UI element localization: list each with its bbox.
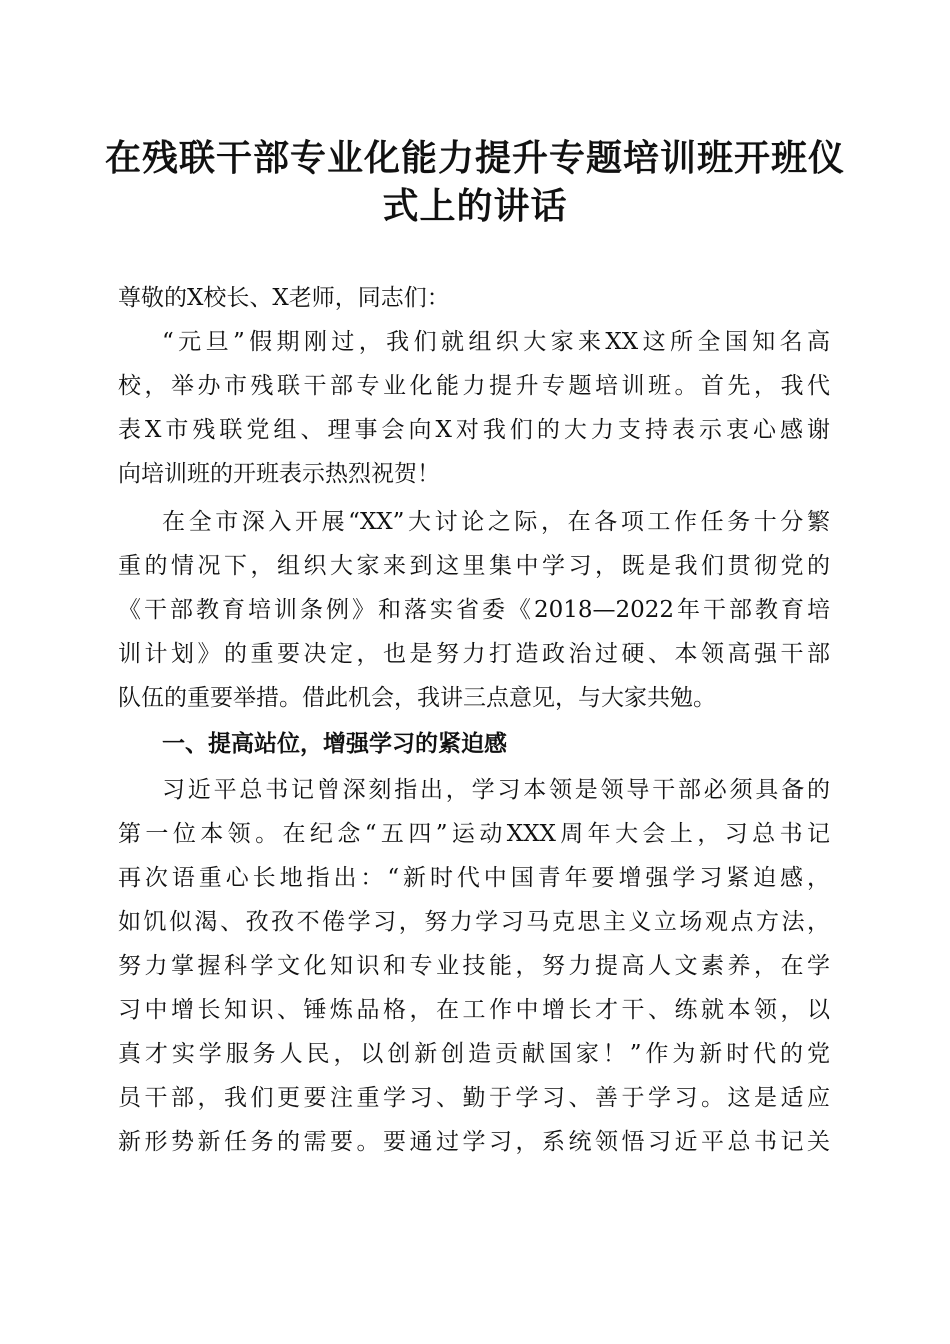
paragraph-3-line-4: 如饥似渴、孜孜不倦学习，努力学习马克思主义立场观点方法， [118, 909, 830, 935]
paragraph-2-line-4: 训计划》的重要决定，也是努力打造政治过硬、本领高强干部 [118, 641, 830, 667]
paragraph-2-line-1: 在全市深入开展“XX”大讨论之际，在各项工作任务十分繁 [162, 509, 830, 535]
paragraph-3-line-1: 习近平总书记曾深刻指出，学习本领是领导干部必须具备的 [162, 777, 830, 803]
paragraph-3-line-3: 再次语重心长地指出：“新时代中国青年要增强学习紧迫感， [118, 865, 830, 891]
section-1-heading: 一、提高站位，增强学习的紧迫感 [162, 731, 507, 757]
paragraph-1-line-3: 表X市残联党组、理事会向X对我们的大力支持表示衷心感谢 [118, 417, 830, 443]
paragraph-1-line-4: 向培训班的开班表示热烈祝贺！ [118, 461, 440, 487]
paragraph-2-line-3: 《干部教育培训条例》和落实省委《2018—2022年干部教育培 [118, 597, 830, 623]
paragraph-3-line-5: 努力掌握科学文化知识和专业技能，努力提高人文素养，在学 [118, 953, 830, 979]
paragraph-1-line-2: 校，举办市残联干部专业化能力提升专题培训班。首先，我代 [118, 373, 830, 399]
paragraph-3-line-7: 真才实学服务人民，以创新创造贡献国家！”作为新时代的党 [118, 1041, 830, 1067]
paragraph-3-line-8: 员干部，我们更要注重学习、勤于学习、善于学习。这是适应 [118, 1085, 830, 1111]
paragraph-3-line-2: 第一位本领。在纪念“五四”运动XXX周年大会上，习总书记 [118, 821, 830, 847]
paragraph-2-line-2: 重的情况下，组织大家来到这里集中学习，既是我们贯彻党的 [118, 553, 830, 579]
document-title-line-2: 式上的讲话 [382, 185, 568, 227]
paragraph-3-line-6: 习中增长知识、锤炼品格，在工作中增长才干、练就本领，以 [118, 997, 830, 1023]
document-title-line-1: 在残联干部专业化能力提升专题培训班开班仪 [104, 137, 845, 179]
salutation: 尊敬的X校长、X老师，同志们： [118, 285, 450, 311]
paragraph-1-line-1: “元旦”假期刚过，我们就组织大家来XX这所全国知名高 [162, 329, 830, 355]
paragraph-3-line-9: 新形势新任务的需要。要通过学习，系统领悟习近平总书记关 [118, 1129, 830, 1155]
paragraph-2-line-5: 队伍的重要举措。借此机会，我讲三点意见，与大家共勉。 [118, 685, 716, 711]
